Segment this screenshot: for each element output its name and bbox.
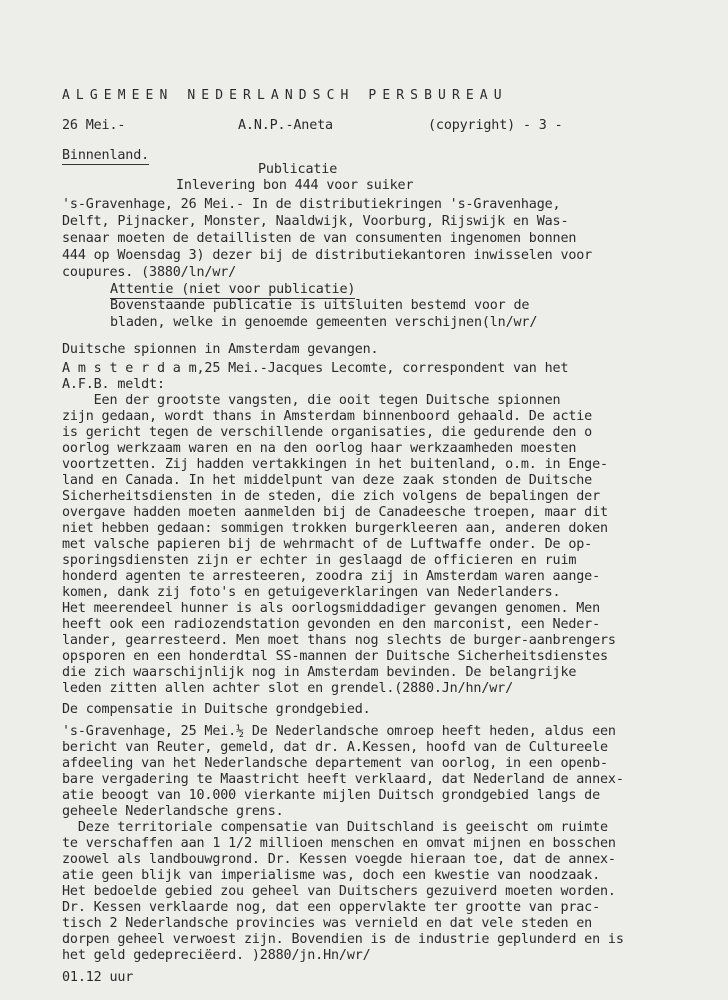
text-line: voortzetten. Zij hadden vertakkingen in het buitenland, o.m. in Enge-: [62, 457, 608, 472]
text-line: opsporen en een honderdtal SS-mannen der Duitsche Sicherheitsdienstes: [62, 649, 608, 664]
text-line: zoowel als landbouwgrond. Dr. Kessen voegde hieraan toe, dat de annex-: [62, 852, 616, 867]
text-line: Een der grootste vangsten, die ooit tegen Duitsche spionnen: [62, 393, 561, 408]
text-line: is gericht tegen de verschillende organisaties, die gedurende den o: [62, 425, 593, 440]
story1-subtitle: Inlevering bon 444 voor suiker: [176, 178, 414, 193]
header-date: 26 Mei.-: [62, 118, 126, 133]
text-line: leden zitten allen achter slot en grendel.(2880.Jn/hn/wr/: [62, 681, 513, 696]
text-line: met valsche papieren bij de wehrmacht of de Luftwaffe onder. De op-: [62, 537, 593, 552]
text-line: A m s t e r d a m,25 Mei.-Jacques Lecomte, correspondent van het: [62, 361, 569, 376]
attention-note-line: bladen, welke in genoemde gemeenten verschijnen(ln/wr/: [110, 315, 538, 330]
text-line: sporingsdiensten zijn er echter in geslaagd de officieren en ruim: [62, 553, 577, 568]
footer-time: 01.12 uur: [62, 970, 134, 985]
text-line: tisch 2 Nederlandsche provincies was vernield en dat vele steden en: [62, 916, 593, 931]
text-line: die zich waarschijnlijk nog in Amsterdam bevinden. De belangrijke: [62, 665, 577, 680]
text-line: land en Canada. In het middelpunt van deze zaak stonden de Duitsche: [62, 473, 593, 488]
text-line: niet hebben gedaan: sommigen trokken burgerkleeren aan, anderen doken: [62, 521, 608, 536]
text-line: Deze territoriale compensatie van Duitschland is geeischt om ruimte: [62, 820, 608, 835]
text-line: A.F.B. meldt:: [62, 377, 165, 392]
text-line: honderd agenten te arresteeren, zoodra zij in Amsterdam waren aange-: [62, 569, 601, 584]
text-line: het geld gedepreciëerd. )2880/jn.Hn/wr/: [62, 948, 371, 963]
text-line: Het bedoelde gebied zou geheel van Duitschers gezuiverd moeten worden.: [62, 884, 616, 899]
header-copyright: (copyright) - 3 -: [428, 118, 563, 133]
text-line: dorpen geheel verwoest zijn. Bovendien is de industrie geplunderd en is: [62, 932, 624, 947]
text-line: 's-Gravenhage, 26 Mei.- In de distributiekringen 's-Gravenhage,: [62, 197, 561, 212]
text-line: te verschaffen aan 1 1/2 millioen menschen en omvat mijnen en bosschen: [62, 836, 616, 851]
text-line: Het meerendeel hunner is als oorlogsmiddadiger gevangen genomen. Men: [62, 601, 601, 616]
text-line: zijn gedaan, wordt thans in Amsterdam binnenboord gehaald. De actie: [62, 409, 593, 424]
text-line: coupures. (3880/ln/wr/: [62, 265, 237, 280]
agency-header: ALGEMEEN NEDERLANDSCH PERSBUREAU: [62, 88, 508, 103]
story1-title: Publicatie: [258, 162, 338, 177]
text-line: Dr. Kessen verklaarde nog, dat een oppervlakte ter grootte van prac-: [62, 900, 601, 915]
text-line: bare vergadering te Maastricht heeft verklaard, dat Nederland de annex-: [62, 772, 624, 787]
text-line: lander, gearresteerd. Men moet thans nog slechts de burger-aanbrengers: [62, 633, 616, 648]
text-line: oorlog werkzaam waren en na den oorlog haar werkzaamheden moesten: [62, 441, 577, 456]
text-line: bericht van Reuter, gemeld, dat dr. A.Kessen, hoofd van de Cultureele: [62, 740, 608, 755]
text-line: 444 op Woensdag 3) dezer bij de distributiekantoren inwisselen voor: [62, 248, 593, 263]
attention-note-title: Attentie (niet voor publicatie): [110, 282, 356, 297]
text-line: Sicherheitsdiensten in de steden, die zich volgens de bepalingen der: [62, 489, 601, 504]
attention-note-line: Bovenstaande publicatie is uitsluiten bestemd voor de: [110, 298, 530, 313]
section-title: Binnenland.: [62, 148, 150, 163]
header-service: A.N.P.-Aneta: [238, 118, 333, 133]
story3-title: De compensatie in Duitsche grondgebied.: [62, 702, 371, 717]
text-line: overgave hadden moeten aanmelden bij de Canadeesche troepen, maar dit: [62, 505, 608, 520]
text-line: geheele Nederlandsche grens.: [62, 804, 284, 819]
story2-title: Duitsche spionnen in Amsterdam gevangen.: [62, 342, 379, 357]
text-line: heeft ook een radiozendstation gevonden en den marconist, een Neder-: [62, 617, 601, 632]
text-line: komen, dank zij foto's en getuigeverklaringen van Nederlanders.: [62, 585, 561, 600]
text-line: atie beoogt van 10.000 vierkante mijlen Duitsch grondgebied langs de: [62, 788, 601, 803]
text-line: Delft, Pijnacker, Monster, Naaldwijk, Voorburg, Rijswijk en Was-: [62, 214, 569, 229]
text-line: atie geen blijk van imperialisme was, doch een kwestie van noodzaak.: [62, 868, 601, 883]
text-line: 's-Gravenhage, 25 Mei.½ De Nederlandsche omroep heeft heden, aldus een: [62, 724, 616, 739]
text-line: senaar moeten de detaillisten de van consumenten ingenomen bonnen: [62, 231, 577, 246]
text-line: afdeeling van het Nederlandsche departement van oorlog, in een openb-: [62, 756, 608, 771]
